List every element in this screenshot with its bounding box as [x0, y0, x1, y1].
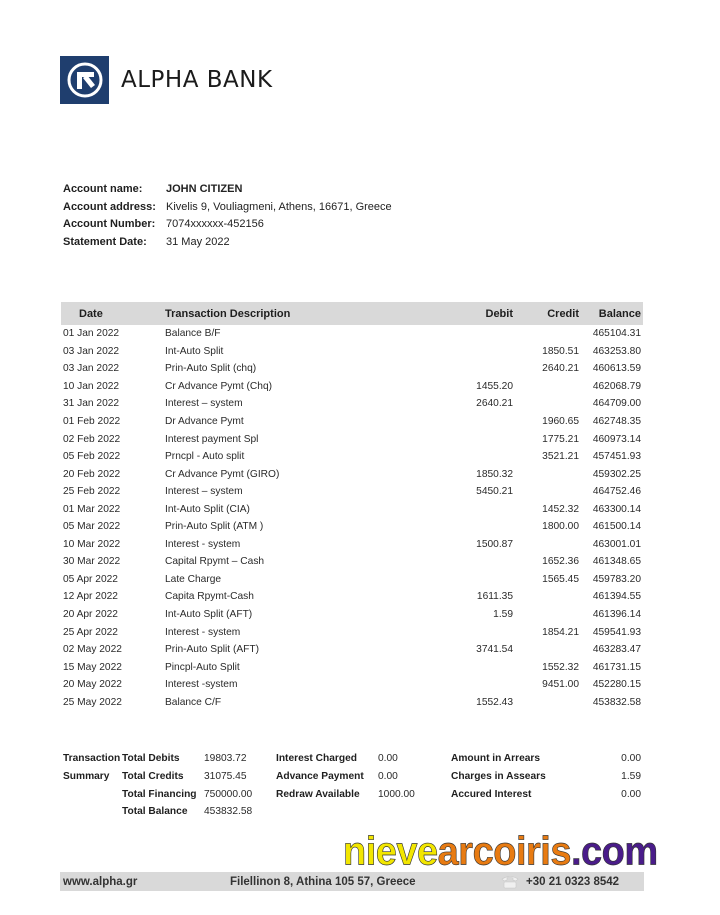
header-credit: Credit [547, 307, 579, 320]
table-row [61, 430, 643, 448]
row-description: Int-Auto Split [165, 345, 224, 357]
account-address-row [63, 198, 392, 216]
row-description: Capita Rpymt-Cash [165, 591, 254, 603]
row-balance: 461396.14 [592, 609, 641, 621]
table-row [61, 325, 643, 343]
row-balance: 463300.14 [592, 503, 641, 515]
redraw-available-value: 1000.00 [378, 788, 415, 800]
row-description: Interest – system [165, 398, 243, 410]
row-description: Interest - system [165, 538, 241, 550]
row-balance: 464752.46 [592, 486, 641, 498]
row-description: Balance C/F [165, 696, 222, 708]
website-link[interactable]: www.alpha.gr [63, 875, 138, 888]
total-financing-value: 750000.00 [204, 788, 253, 800]
row-balance: 453832.58 [592, 696, 641, 708]
row-credit: 1775.21 [542, 433, 579, 445]
table-header [61, 302, 643, 325]
watermark-part1: nieve [343, 829, 438, 875]
row-balance: 459541.93 [592, 626, 641, 638]
row-debit: 1.59 [493, 609, 513, 621]
table-row [61, 483, 643, 501]
row-balance: 461394.55 [592, 591, 641, 603]
row-credit: 1552.32 [542, 661, 579, 673]
total-credits-label: Total Credits [122, 771, 184, 783]
bank-logo [60, 56, 273, 104]
row-balance: 460973.14 [592, 433, 641, 445]
row-date: 02 Feb 2022 [63, 433, 121, 445]
table-row [61, 658, 643, 676]
table-row [61, 378, 643, 396]
row-date: 10 Jan 2022 [63, 380, 120, 392]
transaction-summary [63, 750, 641, 821]
row-description: Late Charge [165, 573, 222, 585]
row-date: 20 Apr 2022 [63, 609, 118, 621]
row-date: 01 Jan 2022 [63, 328, 120, 340]
amount-in-arrears-value: 0.00 [621, 753, 641, 765]
row-debit: 1500.87 [476, 538, 513, 550]
row-credit: 1854.21 [542, 626, 579, 638]
row-date: 05 Mar 2022 [63, 521, 121, 533]
footer-address: Filellinon 8, Athina 105 57, Greece [230, 875, 416, 888]
table-row [61, 553, 643, 571]
footer-bar [60, 872, 644, 891]
charges-in-arrears-value: 1.59 [621, 771, 641, 783]
row-credit: 2640.21 [542, 363, 579, 375]
header-date: Date [79, 307, 103, 320]
bank-name: ALPHA BANK [121, 67, 273, 93]
amount-in-arrears-label: Amount in Arrears [451, 753, 541, 765]
row-balance: 461348.65 [592, 556, 641, 568]
interest-charged-value: 0.00 [378, 753, 398, 765]
row-credit: 1565.45 [542, 573, 579, 585]
summary-row [63, 785, 641, 803]
row-balance: 457451.93 [592, 451, 641, 463]
row-credit: 1850.51 [542, 345, 579, 357]
row-debit: 1552.43 [476, 696, 513, 708]
summary-title-line1: Transaction [63, 753, 121, 765]
row-balance: 459783.20 [592, 573, 641, 585]
total-credits-value: 31075.45 [204, 771, 247, 783]
table-row [61, 676, 643, 694]
row-date: 25 Feb 2022 [63, 486, 121, 498]
table-row [61, 588, 643, 606]
row-date: 12 Apr 2022 [63, 591, 118, 603]
table-row [61, 606, 643, 624]
account-number-label: Account Number: [63, 218, 156, 231]
row-description: Cr Advance Pymt (Chq) [165, 380, 273, 392]
row-description: Pincpl-Auto Split [165, 661, 240, 673]
row-date: 30 Mar 2022 [63, 556, 121, 568]
statement-date-value: 31 May 2022 [166, 235, 230, 248]
account-name-row [63, 180, 392, 198]
summary-row [63, 768, 641, 786]
row-balance: 452280.15 [592, 679, 641, 691]
row-debit: 2640.21 [476, 398, 513, 410]
row-date: 20 May 2022 [63, 679, 122, 691]
row-description: Int-Auto Split (AFT) [165, 609, 253, 621]
watermark-part2: arcoiris [437, 829, 571, 875]
row-description: Interest -system [165, 679, 238, 691]
header-balance: Balance [598, 307, 641, 320]
row-date: 05 Feb 2022 [63, 451, 121, 463]
watermark-part3: .com [570, 829, 658, 875]
charges-in-arrears-label: Charges in Assears [451, 771, 546, 783]
row-debit: 5450.21 [476, 486, 513, 498]
account-address-label: Account address: [63, 200, 156, 213]
row-balance: 460613.59 [592, 363, 641, 375]
total-balance-label: Total Balance [122, 806, 188, 818]
row-balance: 462748.35 [592, 416, 641, 427]
statement-date-label: Statement Date: [63, 235, 147, 248]
table-body [61, 325, 643, 711]
table-row [61, 413, 643, 431]
row-balance: 463253.80 [592, 345, 641, 357]
advance-payment-value: 0.00 [378, 771, 398, 783]
row-balance: 464709.00 [592, 398, 641, 410]
table-row [61, 623, 643, 641]
alpha-bank-logo-icon [60, 56, 109, 104]
row-date: 01 Feb 2022 [63, 416, 121, 427]
interest-charged-label: Interest Charged [276, 753, 357, 765]
row-credit: 1800.00 [542, 521, 579, 533]
row-credit: 1452.32 [542, 503, 579, 515]
header-debit: Debit [485, 307, 513, 320]
account-number-row [63, 215, 392, 233]
row-balance: 465104.31 [592, 328, 641, 340]
table-row [61, 536, 643, 554]
statement-date-row [63, 233, 392, 251]
total-debits-label: Total Debits [122, 753, 180, 765]
row-date: 25 May 2022 [63, 696, 122, 708]
row-description: Int-Auto Split (CIA) [165, 503, 250, 515]
row-balance: 462068.79 [592, 380, 641, 392]
advance-payment-label: Advance Payment [276, 771, 364, 783]
table-row [61, 343, 643, 361]
table-row [61, 693, 643, 711]
row-description: Dr Advance Pymt [165, 416, 244, 427]
table-row [61, 360, 643, 378]
row-date: 05 Apr 2022 [63, 573, 118, 585]
row-balance: 461500.14 [592, 521, 641, 533]
row-date: 03 Jan 2022 [63, 345, 120, 357]
row-credit: 1652.36 [542, 556, 579, 568]
row-description: Capital Rpymt – Cash [165, 556, 265, 568]
transactions-table [61, 302, 643, 711]
row-debit: 1850.32 [476, 468, 513, 480]
row-date: 01 Mar 2022 [63, 503, 121, 515]
table-row [61, 395, 643, 413]
account-info [63, 180, 392, 251]
summary-row [63, 803, 641, 821]
summary-row [63, 750, 641, 768]
account-name-value: JOHN CITIZEN [166, 182, 243, 195]
table-row [61, 641, 643, 659]
total-financing-label: Total Financing [122, 788, 197, 800]
row-date: 15 May 2022 [63, 661, 122, 673]
row-date: 10 Mar 2022 [63, 538, 121, 550]
row-credit: 1960.65 [542, 416, 579, 427]
row-description: Prncpl - Auto split [165, 451, 245, 463]
total-debits-value: 19803.72 [204, 753, 247, 765]
row-date: 20 Feb 2022 [63, 468, 121, 480]
table-row [61, 500, 643, 518]
accrued-interest-value: 0.00 [621, 788, 641, 800]
summary-title-line2: Summary [63, 771, 110, 783]
row-balance: 463001.01 [592, 538, 641, 550]
row-description: Prin-Auto Split (ATM ) [165, 521, 264, 533]
watermark [343, 829, 658, 875]
row-description: Cr Advance Pymt (GIRO) [165, 468, 280, 480]
row-description: Prin-Auto Split (AFT) [165, 644, 259, 656]
row-credit: 9451.00 [542, 679, 579, 691]
row-date: 25 Apr 2022 [63, 626, 118, 638]
row-debit: 3741.54 [476, 644, 513, 656]
account-number-value: 7074xxxxxx-452156 [166, 218, 264, 231]
row-description: Interest - system [165, 626, 241, 638]
table-row [61, 448, 643, 466]
redraw-available-label: Redraw Available [276, 788, 360, 800]
row-date: 03 Jan 2022 [63, 363, 120, 375]
footer-phone: +30 21 0323 8542 [526, 875, 620, 888]
row-balance: 463283.47 [592, 644, 641, 656]
row-debit: 1455.20 [476, 380, 513, 392]
account-name-label: Account name: [63, 182, 143, 195]
account-address-value: Kivelis 9, Vouliagmeni, Athens, 16671, Greece [166, 200, 392, 213]
table-row [61, 571, 643, 589]
row-description: Interest payment Spl [165, 433, 259, 445]
table-row [61, 465, 643, 483]
row-credit: 3521.21 [542, 451, 579, 463]
row-date: 02 May 2022 [63, 644, 122, 656]
header-description: Transaction Description [165, 307, 291, 320]
row-description: Balance B/F [165, 328, 221, 340]
row-description: Interest – system [165, 486, 243, 498]
row-balance: 461731.15 [592, 661, 641, 673]
row-date: 31 Jan 2022 [63, 398, 120, 410]
total-balance-value: 453832.58 [204, 806, 253, 818]
phone-icon [500, 875, 526, 889]
row-description: Prin-Auto Split (chq) [165, 363, 257, 375]
row-balance: 459302.25 [592, 468, 641, 480]
table-row [61, 518, 643, 536]
row-debit: 1611.35 [476, 591, 513, 603]
accrued-interest-label: Accured Interest [451, 788, 532, 800]
